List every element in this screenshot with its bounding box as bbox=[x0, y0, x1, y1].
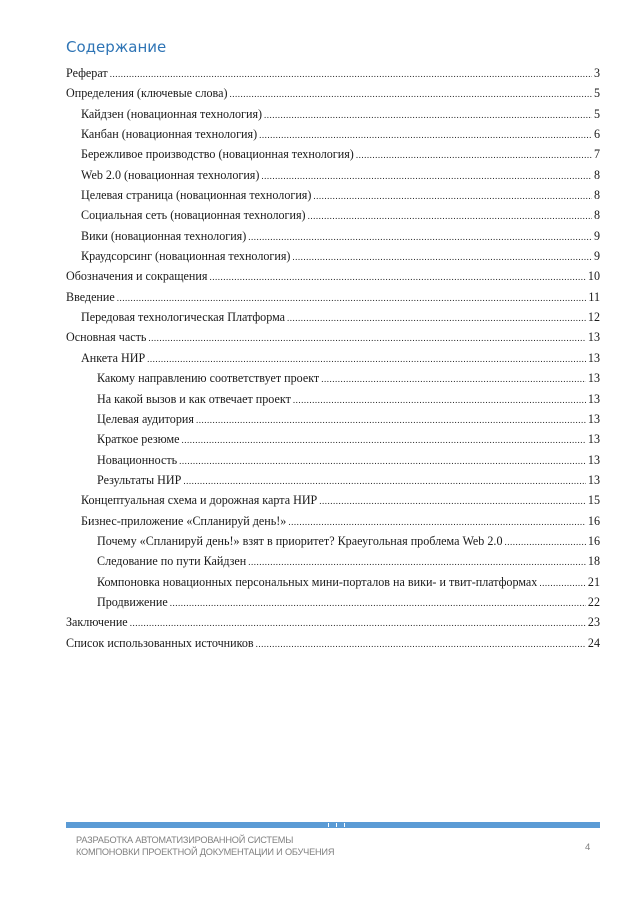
toc-entry-label: Краткое резюме bbox=[97, 432, 180, 447]
toc-entry-results[interactable] bbox=[66, 473, 600, 493]
toc-entry-label: Заключение bbox=[66, 615, 128, 630]
toc-entry-page: 13 bbox=[587, 452, 600, 467]
toc-entry-page: 11 bbox=[588, 289, 600, 304]
toc-entry-label: Результаты НИР bbox=[97, 472, 182, 487]
toc-entry-label: Бизнес-приложение «Спланируй день!» bbox=[81, 513, 287, 528]
toc-entry-kaizen-path[interactable] bbox=[66, 554, 600, 574]
footer-rule-tick bbox=[336, 823, 337, 827]
toc-entry-page: 13 bbox=[587, 371, 600, 386]
toc-entry-why-priority[interactable] bbox=[66, 534, 600, 554]
toc-entry-label: Какому направлению соответствует проект bbox=[97, 371, 320, 386]
toc-entry-label: Продвижение bbox=[97, 594, 168, 609]
toc-entry-business-app[interactable] bbox=[66, 514, 600, 534]
toc-entry-project-direction[interactable] bbox=[66, 371, 600, 391]
toc-entry-label: Целевая страница (новационная технология) bbox=[81, 188, 312, 203]
toc-entry-lean[interactable] bbox=[66, 147, 600, 167]
footer-rule-tick bbox=[344, 823, 345, 827]
footer-page-number: 4 bbox=[585, 842, 591, 853]
toc-entry-label: Введение bbox=[66, 289, 115, 304]
toc-entry-mini-portals[interactable] bbox=[66, 575, 600, 595]
toc-entry-label: Вики (новационная технология) bbox=[81, 228, 247, 243]
toc-entry-web20[interactable] bbox=[66, 168, 600, 188]
toc-entry-abbreviations[interactable] bbox=[66, 269, 600, 289]
toc-entry-label: Следование по пути Кайдзен bbox=[97, 554, 247, 569]
toc-entry-page: 6 bbox=[593, 127, 600, 142]
toc-entry-page: 9 bbox=[593, 228, 600, 243]
toc-title: Содержание bbox=[66, 38, 167, 56]
toc-leader-dots bbox=[256, 639, 586, 649]
toc-entry-page: 8 bbox=[593, 208, 600, 223]
footer-rule bbox=[66, 822, 600, 828]
footer-rule-tick bbox=[328, 823, 329, 827]
toc-entry-definitions[interactable] bbox=[66, 86, 600, 106]
footer-title-line-2: КОМПОНОВКИ ПРОЕКТНОЙ ДОКУМЕНТАЦИИ И ОБУЧЕНИЯ bbox=[76, 847, 335, 857]
toc-leader-dots bbox=[196, 415, 586, 425]
toc-entry-page: 13 bbox=[587, 330, 600, 345]
toc-leader-dots bbox=[148, 333, 586, 343]
toc-entry-page: 12 bbox=[587, 310, 600, 325]
toc-leader-dots bbox=[117, 293, 587, 303]
toc-entry-challenge[interactable] bbox=[66, 392, 600, 412]
toc-entry-references[interactable] bbox=[66, 636, 600, 656]
toc-entry-crowdsourcing[interactable] bbox=[66, 249, 600, 269]
toc-entry-page: 8 bbox=[593, 167, 600, 182]
toc-entry-label: Основная часть bbox=[66, 330, 147, 345]
toc-entry-page: 5 bbox=[593, 106, 600, 121]
toc-entry-page: 18 bbox=[587, 554, 600, 569]
toc-leader-dots bbox=[248, 232, 592, 242]
toc-entry-label: Определения (ключевые слова) bbox=[66, 86, 228, 101]
toc-entry-label: Целевая аудитория bbox=[97, 411, 194, 426]
toc-leader-dots bbox=[356, 150, 592, 160]
toc-entry-novelty[interactable] bbox=[66, 453, 600, 473]
toc-leader-dots bbox=[313, 191, 592, 201]
toc-entry-page: 13 bbox=[587, 350, 600, 365]
toc-entry-introduction[interactable] bbox=[66, 290, 600, 310]
toc-entry-label: Список использованных источников bbox=[66, 635, 254, 650]
toc-entry-label: Web 2.0 (новационная технология) bbox=[81, 167, 260, 182]
toc-leader-dots bbox=[209, 272, 585, 282]
toc-entry-label: Канбан (новационная технология) bbox=[81, 127, 258, 142]
toc-leader-dots bbox=[230, 89, 592, 99]
toc-entry-label: Почему «Спланируй день!» взят в приоритет? Краеугольная проблема Web 2.0 bbox=[97, 533, 503, 548]
toc-entry-label: Новационность bbox=[97, 452, 178, 467]
toc-entry-page: 15 bbox=[587, 493, 600, 508]
toc-entry-page: 5 bbox=[593, 86, 600, 101]
toc-entry-main-part[interactable] bbox=[66, 330, 600, 350]
toc-entry-page: 16 bbox=[587, 513, 600, 528]
toc-leader-dots bbox=[182, 435, 586, 445]
toc-leader-dots bbox=[319, 496, 586, 506]
toc-entry-label: Компоновка новационных персональных мини-порталов на вики- и твит-платформах bbox=[97, 574, 538, 589]
toc-entry-kaizen[interactable] bbox=[66, 107, 600, 127]
toc-entry-landing-page[interactable] bbox=[66, 188, 600, 208]
table-of-contents bbox=[66, 66, 600, 656]
toc-leader-dots bbox=[130, 618, 586, 628]
toc-leader-dots bbox=[264, 110, 592, 120]
toc-leader-dots bbox=[147, 354, 586, 364]
toc-entry-label: Социальная сеть (новационная технология) bbox=[81, 208, 306, 223]
toc-entry-page: 8 bbox=[593, 188, 600, 203]
toc-leader-dots bbox=[287, 313, 586, 323]
toc-entry-page: 23 bbox=[587, 615, 600, 630]
toc-entry-social-network[interactable] bbox=[66, 208, 600, 228]
footer-document-title bbox=[76, 834, 496, 858]
toc-entry-page: 7 bbox=[593, 147, 600, 162]
toc-entry-referat[interactable] bbox=[66, 66, 600, 86]
toc-leader-dots bbox=[110, 69, 592, 79]
toc-entry-page: 9 bbox=[593, 249, 600, 264]
toc-entry-label: На какой вызов и как отвечает проект bbox=[97, 391, 291, 406]
toc-leader-dots bbox=[183, 476, 586, 486]
footer-title-line-1: РАЗРАБОТКА АВТОМАТИЗИРОВАННОЙ СИСТЕМЫ bbox=[76, 835, 294, 845]
toc-leader-dots bbox=[179, 456, 586, 466]
toc-entry-roadmap[interactable] bbox=[66, 493, 600, 513]
toc-entry-label: Обозначения и сокращения bbox=[66, 269, 208, 284]
toc-leader-dots bbox=[170, 598, 586, 608]
toc-entry-page: 13 bbox=[587, 432, 600, 447]
toc-entry-page: 13 bbox=[587, 472, 600, 487]
toc-entry-page: 3 bbox=[593, 66, 600, 80]
toc-entry-label: Анкета НИР bbox=[81, 350, 146, 365]
toc-entry-page: 13 bbox=[587, 391, 600, 406]
toc-entry-label: Концептуальная схема и дорожная карта НИР bbox=[81, 493, 318, 508]
toc-leader-dots bbox=[259, 130, 592, 140]
toc-entry-kanban[interactable] bbox=[66, 127, 600, 147]
toc-entry-label: Краудсорсинг (новационная технология) bbox=[81, 249, 291, 264]
toc-leader-dots bbox=[505, 537, 586, 547]
toc-entry-summary[interactable] bbox=[66, 432, 600, 452]
toc-leader-dots bbox=[321, 374, 586, 384]
toc-leader-dots bbox=[288, 517, 586, 527]
toc-leader-dots bbox=[539, 578, 586, 588]
toc-entry-page: 22 bbox=[587, 594, 600, 609]
toc-entry-nir-form[interactable] bbox=[66, 351, 600, 371]
toc-leader-dots bbox=[261, 171, 592, 181]
toc-entry-label: Реферат bbox=[66, 66, 108, 80]
toc-entry-label: Кайдзен (новационная технология) bbox=[81, 106, 263, 121]
toc-leader-dots bbox=[292, 252, 592, 262]
toc-leader-dots bbox=[293, 395, 586, 405]
toc-entry-conclusion[interactable] bbox=[66, 615, 600, 635]
toc-entry-tech-platform[interactable] bbox=[66, 310, 600, 330]
toc-entry-page: 10 bbox=[587, 269, 600, 284]
toc-entry-promotion[interactable] bbox=[66, 595, 600, 615]
toc-entry-page: 21 bbox=[587, 574, 600, 589]
toc-entry-label: Бережливое производство (новационная технология) bbox=[81, 147, 354, 162]
toc-entry-wiki[interactable] bbox=[66, 229, 600, 249]
toc-entry-page: 24 bbox=[587, 635, 600, 650]
toc-entry-label: Передовая технологическая Платформа bbox=[81, 310, 286, 325]
toc-entry-page: 16 bbox=[587, 533, 600, 548]
toc-entry-page: 13 bbox=[587, 411, 600, 426]
toc-leader-dots bbox=[308, 211, 592, 221]
toc-entry-target-audience[interactable] bbox=[66, 412, 600, 432]
toc-leader-dots bbox=[248, 557, 586, 567]
